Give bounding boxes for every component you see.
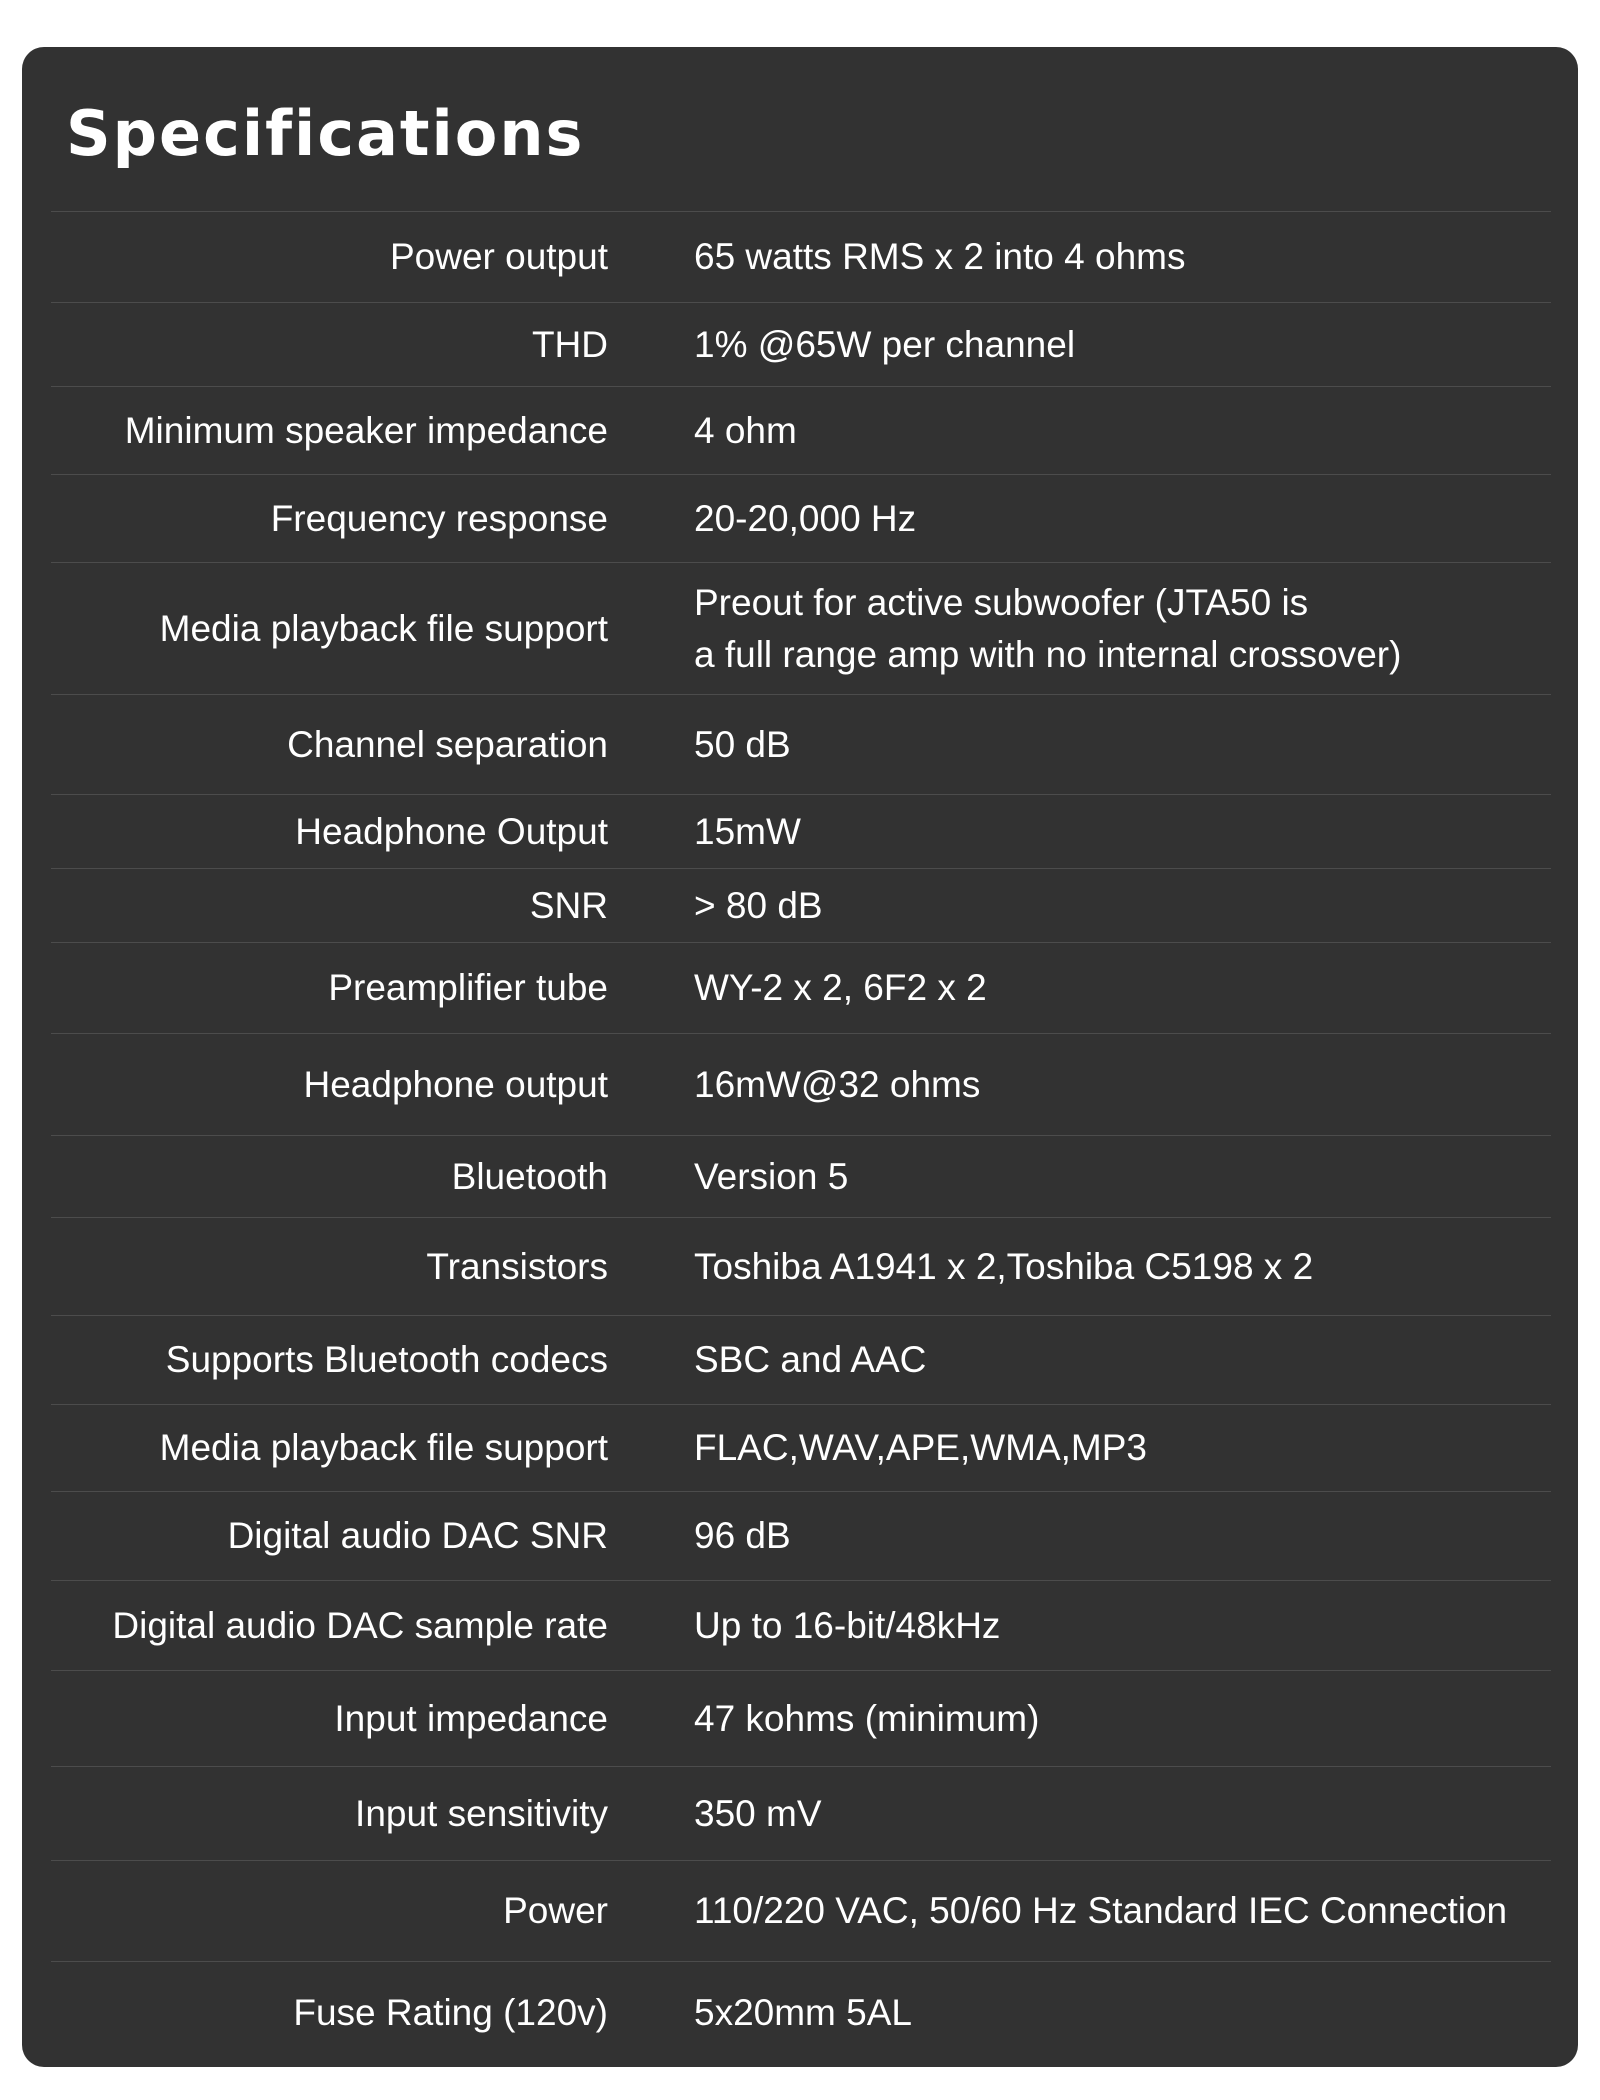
spec-label: Preamplifier tube xyxy=(328,967,608,1009)
spec-value-line: Preout for active subwoofer (JTA50 is xyxy=(694,582,1309,624)
spec-row xyxy=(51,1033,1551,1135)
spec-row xyxy=(51,1961,1551,2063)
spec-row xyxy=(51,868,1551,942)
spec-label: Transistors xyxy=(426,1245,608,1287)
spec-row xyxy=(51,1135,1551,1217)
spec-row xyxy=(51,302,1551,386)
spec-row xyxy=(51,474,1551,562)
spec-label: Digital audio DAC sample rate xyxy=(112,1604,608,1646)
spec-label: Headphone Output xyxy=(295,810,608,852)
spec-value: 15mW xyxy=(694,810,801,852)
spec-row xyxy=(51,562,1551,694)
spec-row xyxy=(51,386,1551,474)
spec-value: 20-20,000 Hz xyxy=(694,497,917,539)
spec-row xyxy=(51,1404,1551,1491)
spec-value: WY-2 x 2, 6F2 x 2 xyxy=(694,967,987,1009)
spec-value: Version 5 xyxy=(694,1155,849,1197)
spec-value-multiline xyxy=(694,577,1401,679)
spec-value: 1% @65W per channel xyxy=(694,323,1076,365)
spec-value: 47 kohms (minimum) xyxy=(694,1697,1040,1739)
spec-label: Power xyxy=(503,1890,608,1932)
spec-value-line: a full range amp with no internal crossover) xyxy=(694,633,1402,675)
spec-value: FLAC,WAV,APE,WMA,MP3 xyxy=(694,1427,1147,1469)
spec-value: SBC and AAC xyxy=(694,1339,927,1381)
spec-value: 65 watts RMS x 2 into 4 ohms xyxy=(694,236,1186,278)
spec-value: 50 dB xyxy=(694,723,791,765)
spec-label: Bluetooth xyxy=(451,1155,608,1197)
spec-value: 5x20mm 5AL xyxy=(694,1991,912,2033)
spec-label: SNR xyxy=(529,884,608,926)
spec-label: Input impedance xyxy=(334,1697,608,1739)
spec-value: 110/220 VAC, 50/60 Hz Standard IEC Connection xyxy=(694,1890,1508,1932)
spec-label: Frequency response xyxy=(270,497,608,539)
spec-label: Media playback file support xyxy=(159,607,608,649)
spec-label: Power output xyxy=(389,236,608,278)
spec-label: Fuse Rating (120v) xyxy=(293,1991,608,2033)
spec-value: > 80 dB xyxy=(694,884,823,926)
spec-value: 350 mV xyxy=(694,1792,822,1834)
spec-value: Up to 16-bit/48kHz xyxy=(694,1604,1001,1646)
spec-row xyxy=(51,211,1551,302)
spec-row xyxy=(51,1315,1551,1404)
spec-label: Supports Bluetooth codecs xyxy=(165,1339,608,1381)
spec-value: 16mW@32 ohms xyxy=(694,1063,981,1105)
spec-label: THD xyxy=(531,323,608,365)
spec-label: Channel separation xyxy=(287,723,608,765)
spec-label: Minimum speaker impedance xyxy=(124,409,608,451)
spec-row xyxy=(51,1580,1551,1670)
spec-row xyxy=(51,942,1551,1033)
spec-row xyxy=(51,1670,1551,1766)
spec-label: Media playback file support xyxy=(159,1427,608,1469)
spec-value: 4 ohm xyxy=(694,409,797,451)
spec-row xyxy=(51,1766,1551,1860)
spec-row xyxy=(51,794,1551,868)
spec-row xyxy=(51,1491,1551,1580)
specifications-panel xyxy=(22,47,1578,2067)
spec-label: Headphone output xyxy=(303,1063,608,1105)
spec-row xyxy=(51,1217,1551,1315)
spec-table xyxy=(51,211,1551,2063)
spec-label: Digital audio DAC SNR xyxy=(227,1515,608,1557)
spec-label: Input sensitivity xyxy=(355,1792,608,1834)
spec-row xyxy=(51,694,1551,794)
spec-value: Toshiba A1941 x 2,Toshiba C5198 x 2 xyxy=(694,1245,1314,1287)
spec-value: 96 dB xyxy=(694,1515,791,1557)
page-title: Specifications xyxy=(66,97,585,170)
spec-row xyxy=(51,1860,1551,1961)
